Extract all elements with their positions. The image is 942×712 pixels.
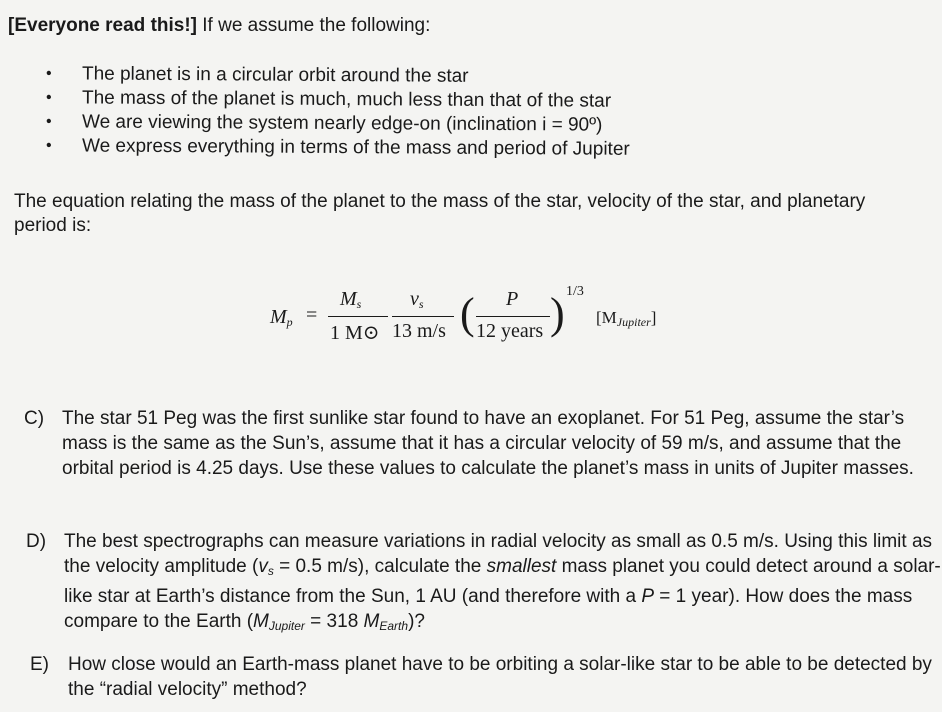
formula-lhs-sub: p [286,315,293,329]
question-d-label: D) [26,531,47,552]
formula-equals: = [306,304,318,326]
left-paren: ( [460,289,475,338]
question-d-vs-sub: s [267,564,274,578]
formula-num-1-symbol: M [340,288,357,310]
question-c-label: C) [24,408,45,429]
question-e-label: E) [30,654,49,675]
formula-num-3 [506,288,518,311]
formula-exponent: 1/3 [566,284,584,299]
formula-den-2: 13 m/s [392,320,446,342]
formula-unit [596,308,656,330]
question-d-mj: M [253,611,269,632]
formula-lhs [270,306,293,330]
question-d-emphasis: smallest [486,556,557,577]
equation-intro: The equation relating the mass of the planet to the mass of the star, velocity of the star, and planetary period is: [14,191,866,236]
right-paren: ) [550,289,565,338]
formula-den-3: 12 years [476,320,544,342]
fraction-bar-2 [392,316,454,317]
formula-unit-close: ] [650,308,657,327]
question-d-part-4: = 1 year). How does the mass compare to the Earth ( [64,586,913,632]
intro-line [8,14,430,38]
question-d-text [64,529,942,639]
question-d-part-3: mass planet you could detect around a solar-like star at Earth’s distance from the Sun, 1 AU (and therefore with a [64,556,941,607]
formula-num-1 [340,288,361,312]
assumptions-list [40,64,630,160]
question-d-part-5: = 318 [304,611,364,632]
formula-num-1-sub: s [356,297,362,311]
intro-rest: If we assume the following: [197,15,431,36]
question-d-part-6: )? [408,611,425,632]
formula-lhs-symbol: M [270,306,287,328]
assumption-item: • We are viewing the system nearly edge-on (inclination i = 90º) [40,110,630,138]
formula-unit-open: [M [596,308,617,327]
question-d-part-2: = 0.5 m/s), calculate the [273,556,487,577]
question-d-part-1: The best spectrographs can measure variations in radial velocity as small as 0.5 m/s. Using this limit as the velocity amplitude ( [64,531,933,577]
formula-den-1: 1 M⊙ [330,322,380,344]
intro-bold: [Everyone read this!] [8,15,197,36]
assumption-item: • The planet is in a circular orbit around the star [40,62,630,90]
formula-num-2-symbol: v [410,288,419,310]
formula-num-2-sub: s [418,297,424,311]
question-d-vs: v [258,556,268,577]
formula-num-2 [410,288,424,312]
question-d-me: M [363,611,380,632]
formula-unit-sub: Jupiter [616,315,651,329]
fraction-bar-1 [328,316,388,317]
question-d-period-symbol: P [641,586,655,607]
question-c-text: The star 51 Peg was the first sunlike star found to have an exoplanet. For 51 Peg, assume the star’s mass is the same as the Sun’s, assume that it has a circular velocity of 59 m/s, and assume that the orbital period is 4.25 days. Use these values to calculate the planet’s mass in units of Jupiter masses. [62,408,914,479]
formula-num-3-symbol: P [506,288,519,310]
assumption-item: • The mass of the planet is much, much less than that of the star [40,86,630,114]
mass-formula [270,284,730,354]
question-e-text: How close would an Earth-mass planet have to be orbiting a solar-like star to be able to be detected by the “radial velocity” method? [68,654,932,700]
question-d-mj-sub: Jupiter [268,619,305,633]
question-d-me-sub: Earth [379,619,409,633]
fraction-bar-3 [476,316,550,317]
assumption-item: • We express everything in terms of the mass and period of Jupiter [40,134,630,162]
